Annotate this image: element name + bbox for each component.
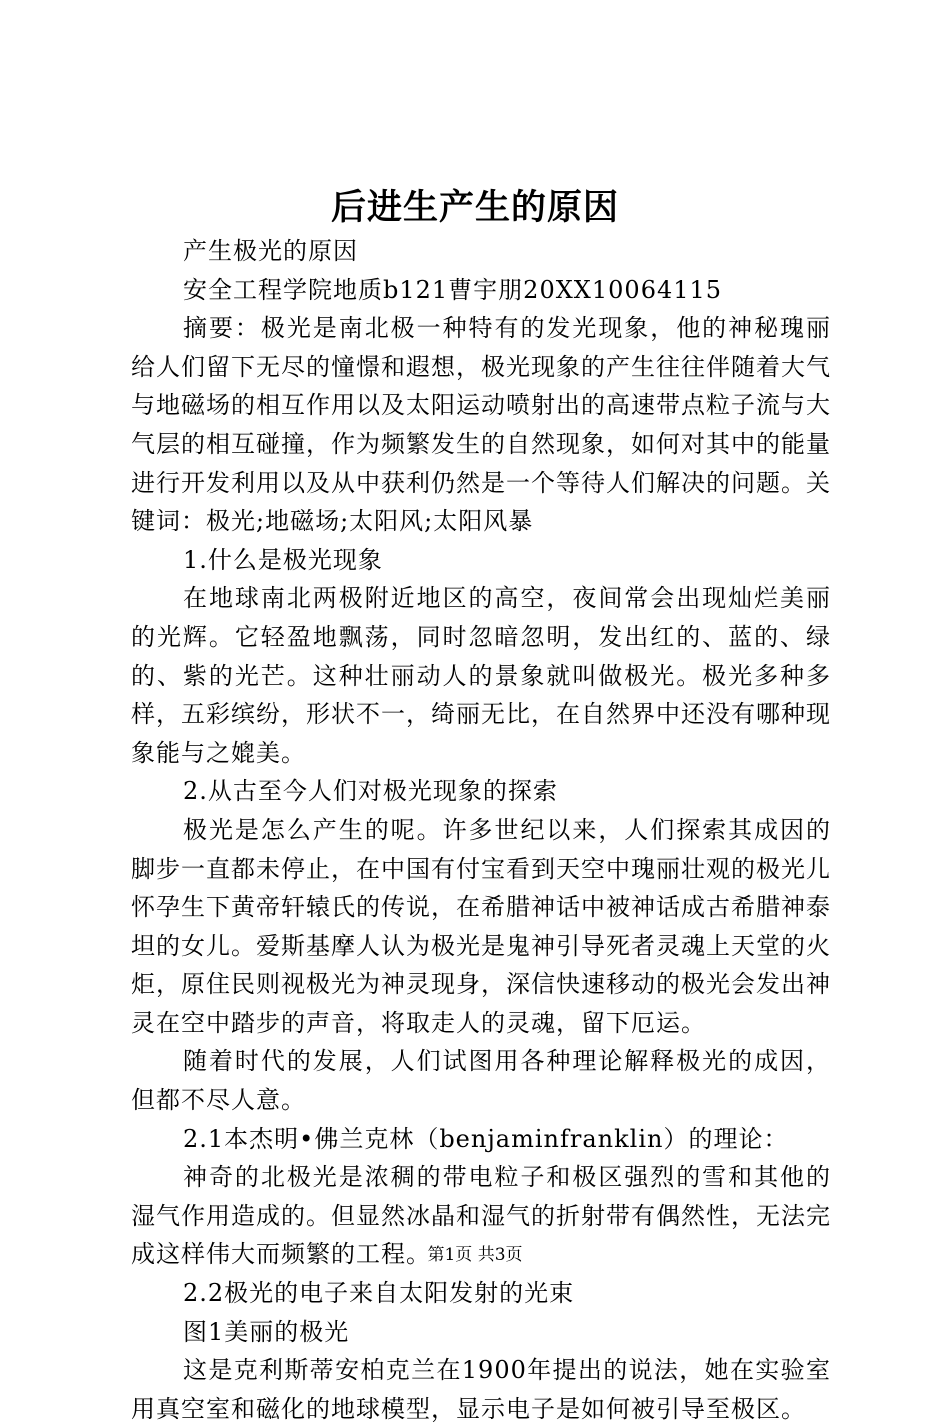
subtitle: 产生极光的原因 — [183, 237, 358, 265]
page-title: 后进生产生的原因 — [330, 187, 619, 228]
body-paragraph: 神奇的北极光是浓稠的带电粒子和极区强烈的雪和其他的湿气作用造成的。但显然冰晶和湿气的折射带有偶然性，无法完成这样伟大而频繁的工程。 — [131, 1163, 831, 1269]
figure-caption: 图1美丽的极光 — [183, 1317, 350, 1346]
section-heading-1: 1.什么是极光现象 — [183, 545, 383, 574]
author-line: 安全工程学院地质b121曹宇朋20XX10064115 — [183, 275, 723, 304]
abstract-paragraph: 摘要：极光是南北极一种特有的发光现象，他的神秘瑰丽给人们留下无尽的憧憬和遐想，极光现象的产生往往伴随着大气与地磁场的相互作用以及太阳运动喷射出的高速带点粒子流与大气层的相互碰撞，作为频繁发生的自然现象，如何对其中的能量进行开发利用以及从中获利仍然是一个等待人们解决的问题。关键词：极光;地磁场;太阳风;太阳风暴 — [131, 314, 831, 536]
body-paragraph: 极光是怎么产生的呢。许多世纪以来，人们探索其成因的脚步一直都未停止，在中国有付宝看到天空中瑰丽壮观的极光儿怀孕生下黄帝轩辕氏的传说，在希腊神话中被神话成古希腊神泰坦的女儿。爱斯基摩人认为极光是鬼神引导死者灵魂上天堂的火炬，原住民则视极光为神灵现身，深信快速移动的极光会发出神灵在空中踏步的声音，将取走人的灵魂，留下厄运。 — [131, 815, 831, 1037]
section-heading-2-1: 2.1本杰明•佛兰克林（benjaminfranklin）的理论： — [183, 1124, 789, 1153]
body-paragraph: 随着时代的发展，人们试图用各种理论解释极光的成因，但都不尽人意。 — [131, 1047, 831, 1115]
page-footer: 第1页 共3页 — [427, 1245, 523, 1265]
section-heading-2-2: 2.2极光的电子来自太阳发射的光束 — [183, 1279, 575, 1308]
body-paragraph: 在地球南北两极附近地区的高空，夜间常会出现灿烂美丽的光辉。它轻盈地飘荡，同时忽暗忽明，发出红的、蓝的、绿的、紫的光芒。这种壮丽动人的景象就叫做极光。极光多种多样，五彩缤纷，形状不一，绮丽无比，在自然界中还没有哪种现象能与之媲美。 — [131, 584, 831, 767]
body-paragraph: 这是克利斯蒂安柏克兰在1900年提出的说法，她在实验室用真空室和磁化的地球模型，显示电子是如何被引导至极区。 — [131, 1356, 831, 1423]
section-heading-2: 2.从古至今人们对极光现象的探索 — [183, 777, 558, 806]
